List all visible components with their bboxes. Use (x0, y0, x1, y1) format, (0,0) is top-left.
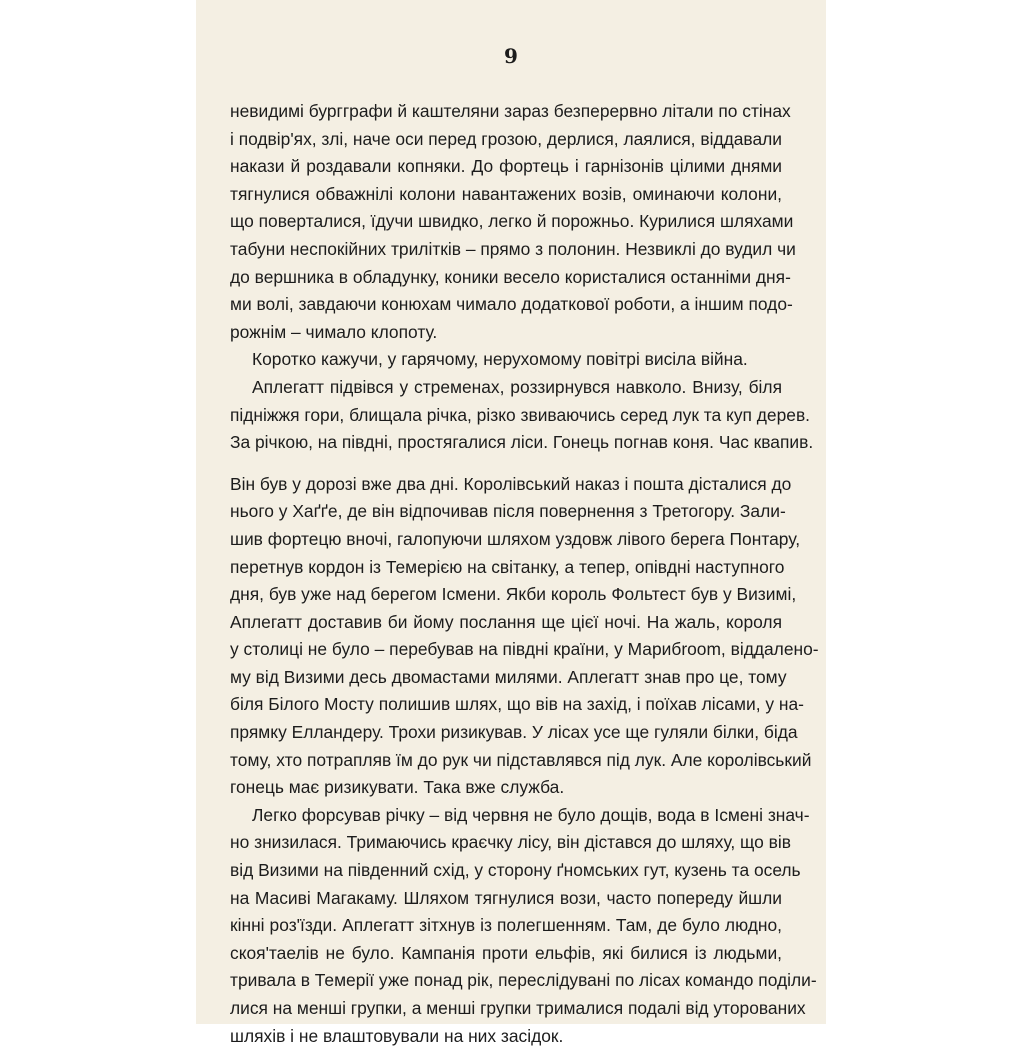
text-line: до вершника в обладунку, коники весело користалися останніми дня- (230, 266, 791, 287)
text-line: тривала в Темерії уже понад рік, переслідувані по лісах командо поділи- (230, 970, 817, 991)
text-line: лися на менші групки, а менші групки трималися подалі від уторованих (230, 998, 806, 1018)
text-line: перетнув кордон із Темерією на світанку, а тепер, опівдні наступного (230, 556, 785, 577)
text-line: гонець має ризикувати. Така вже служба. (230, 777, 565, 798)
body-text (230, 98, 819, 1050)
text-line: Коротко кажучи, у гарячому, нерухомому повітрі висіла війна. (252, 349, 748, 370)
text-line: кінні роз'їзди. Аплегатт зітхнув із полегшенням. Там, де було людно, (230, 915, 782, 936)
text-line: тому, хто потрапляв їм до рук чи підставлявся під лук. Але королівський (230, 749, 812, 770)
text-line: підніжжя гори, блищала річка, різко звиваючись серед лук та куп дерев. (230, 404, 811, 425)
text-line: біля Білого Мосту полишив шлях, що вів на захід, і поїхав лісами, у на- (230, 694, 804, 715)
text-line: скоя'таелів не було. Кампанія проти ельфів, які билися із людьми, (230, 942, 782, 963)
text-line: від Визими на південний схід, у сторону ґномських гут, кузень та осель (230, 860, 801, 881)
text-line: накази й роздавали копняки. До фортець і гарнізонів цілими днями (230, 156, 782, 177)
text-line: нього у Хаґґе, де він відпочивав після повернення з Третогору. Зали- (230, 501, 786, 522)
text-line: табуни неспокійних трилітків – прямо з полонин. Незвиклі до вудил чи (230, 238, 796, 259)
text-line: невидимі бургграфи й каштеляни зараз безперервно літали по стінах (230, 101, 791, 121)
text-line: прямку Елландеру. Трохи ризикував. У лісах усе ще гуляли білки, біда (230, 722, 798, 743)
page-number: 9 (504, 44, 518, 68)
text-line: у столиці не було – перебував на півдні країни, у Марибroom, віддалено- (230, 639, 819, 660)
book-page (196, 0, 826, 1046)
text-line: шляхів і не влаштовували на них засідок. (230, 1025, 564, 1046)
text-line: шив фортецю вночі, галопуючи шляхом уздовж лівого берега Понтару, (230, 528, 801, 549)
text-line: За річкою, на півдні, простягалися ліси. Гонець погнав коня. Час квапив. (230, 432, 814, 453)
text-line: тягнулися обважнілі колони навантажених возів, оминаючи колони, (230, 183, 782, 204)
text-line: на Масиві Магакаму. Шляхом тягнулися вози, часто попереду йшли (230, 887, 782, 908)
text-line: му від Визими десь двомастами милями. Аплегатт знав про це, тому (230, 666, 787, 687)
text-line: і подвір'ях, злі, наче оси перед грозою, дерлися, лаялися, віддавали (230, 128, 782, 149)
text-line: ми волі, завдаючи конюхам чимало додаткової роботи, а іншим подо- (230, 294, 793, 315)
text-line: Аплегатт доставив би йому послання ще цієї ночі. На жаль, короля (230, 611, 782, 632)
text-line: Легко форсував річку – від червня не було дощів, вода в Ісмені знач- (252, 804, 810, 825)
text-line: Він був у дорозі вже два дні. Королівський наказ і пошта дісталися до (230, 473, 792, 494)
text-line: Аплегатт підвівся у стременах, роззирнувся навколо. Внизу, біля (252, 376, 782, 397)
text-line: що поверталися, їдучи швидко, легко й порожньо. Курилися шляхами (230, 211, 794, 232)
text-line: но знизилася. Тримаючись краєчку лісу, він дістався до шляху, що вів (230, 832, 792, 853)
text-line: дня, був уже над берегом Ісмени. Якби король Фольтест був у Визимі, (230, 584, 797, 605)
text-line: рожнім – чимало клопоту. (230, 321, 438, 342)
